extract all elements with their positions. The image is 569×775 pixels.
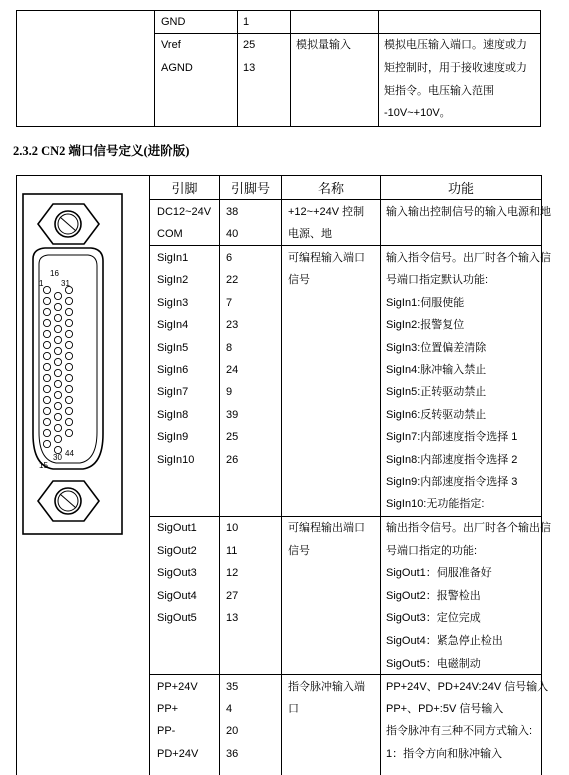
pin-cell: SigOut5 [157,612,197,625]
pin-number-cell: 26 [226,453,239,466]
pin-cell: SigOut3 [157,567,197,580]
pin-number-cell: 25 [226,431,239,444]
pin-cell: SigIn7 [157,386,189,399]
header-name: 名称 [317,181,344,196]
function-line: 指令脉冲有三种不同方式输入: [386,725,533,738]
function-line: 输出指令信号。出厂时各个输出信 [386,522,551,534]
function-line: SigOut3：定位完成 [386,612,481,625]
name-cell: +12~+24V 控制 [288,206,365,218]
header-function: 功能 [447,181,474,196]
top-func-line: 模拟电压输入端口。速度或力 [384,39,527,51]
pin-number-cell: 24 [226,364,239,376]
function-line: SigIn9:内部速度指令选择 3 [386,476,518,488]
top-pin-agnd: AGND [161,62,193,74]
pin-cell: PD+24V [157,747,199,760]
connector-label: 31 [61,279,70,288]
pin-number-cell: 10 [226,522,239,534]
function-line: PP+24V、PD+24V:24V 信号输入 [386,681,549,693]
function-line: 输入输出控制信号的输入电源和地 [386,206,551,218]
top-func-line: 矩指令。电压输入范围 [384,85,494,97]
name-cell: 可编程输入端口 [288,252,365,264]
pin-cell: SigIn10 [157,453,195,466]
pin-cell: SigIn5 [157,341,189,354]
function-line: SigIn6:反转驱动禁止 [386,408,487,421]
top-num-agnd: 13 [243,62,256,74]
pin-cell: SigOut2 [157,544,197,557]
pin-number-cell: 13 [226,612,239,625]
pin-number-cell: 27 [226,589,239,602]
pin-number-cell: 9 [226,386,233,399]
function-line: SigIn1:伺服使能 [386,296,465,309]
pin-number-cell: 8 [226,341,233,354]
pin-cell: SigIn8 [157,408,189,421]
function-line: SigOut5：电磁制动 [386,657,481,670]
connector-label: 1 [39,279,44,288]
function-line: SigIn3:位置偏差清除 [386,341,487,354]
function-line: SigIn4:脉冲输入禁止 [386,364,487,376]
name-cell: 电源、地 [288,228,332,240]
pin-number-cell: 40 [226,228,239,240]
pin-cell: COM [157,228,183,240]
pin-cell: PP+24V [157,681,198,693]
function-line: SigOut4：紧急停止检出 [386,635,503,647]
pin-number-cell: 4 [226,703,233,716]
function-line: 输入指令信号。出厂时各个输入信 [386,252,551,264]
pin-cell: PP- [157,725,176,738]
pin-number-cell: 12 [226,567,239,580]
function-line: SigIn10:无功能指定: [386,498,485,511]
function-line: SigIn2:报警复位 [386,319,465,332]
connector-label: 30 [53,453,62,462]
top-func-line: 矩控制时，用于接收速度或力 [384,62,527,74]
pin-number-cell: 22 [226,274,239,287]
function-line: PP+、PD+:5V 信号输入 [386,703,504,716]
top-name-analog-input: 模拟量输入 [296,39,351,51]
name-cell: 可编程输出端口 [288,522,365,534]
function-line: SigIn8:内部速度指令选择 2 [386,453,518,466]
pin-cell: SigIn6 [157,364,189,376]
function-line: SigOut1：伺服准备好 [386,567,492,580]
pin-number-cell: 20 [226,725,239,738]
section-heading: 2.3.2 CN2 端口信号定义(进阶版) [13,144,190,158]
top-pin-gnd: GND [161,16,186,28]
pin-cell: SigIn2 [157,274,189,287]
name-cell: 口 [288,703,299,715]
pin-cell: SigOut1 [157,522,197,534]
function-line: SigOut2：报警检出 [386,589,481,602]
pin-cell: SigIn9 [157,431,189,444]
top-num-vref: 25 [243,39,256,51]
function-line: 号端口指定的功能: [386,544,478,557]
header-pin: 引脚 [171,181,198,196]
pin-cell: DC12~24V [157,206,212,218]
pin-number-cell: 23 [226,319,239,332]
pin-cell: PP+ [157,703,179,716]
top-pin-vref: Vref [161,39,181,51]
pin-number-cell: 39 [226,408,239,421]
pin-cell: SigIn3 [157,296,189,309]
pin-number-cell: 36 [226,747,239,760]
connector-label: 16 [50,269,59,278]
name-cell: 信号 [288,274,310,286]
pin-cell: SigIn1 [157,252,189,264]
function-line: 号端口指定默认功能: [386,274,489,287]
connector-label: 15 [39,461,48,470]
name-cell: 指令脉冲输入端 [288,681,365,693]
db44-connector-diagram [17,176,149,536]
pin-number-cell: 7 [226,296,233,309]
pin-cell: SigOut4 [157,589,197,602]
name-cell: 信号 [288,545,310,557]
function-line: SigIn7:内部速度指令选择 1 [386,431,518,444]
top-num-gnd: 1 [243,16,250,28]
connector-label: 44 [65,449,74,458]
pin-cell: SigIn4 [157,319,189,332]
function-line: 1：指令方向和脉冲输入 [386,747,503,760]
pin-number-cell: 38 [226,206,239,218]
pin-number-cell: 35 [226,681,239,693]
function-line: SigIn5:正转驱动禁止 [386,386,487,399]
pin-number-cell: 6 [226,252,233,264]
top-func-line: -10V~+10V。 [384,107,451,119]
header-pin-number: 引脚号 [230,181,270,196]
pin-number-cell: 11 [226,544,238,557]
